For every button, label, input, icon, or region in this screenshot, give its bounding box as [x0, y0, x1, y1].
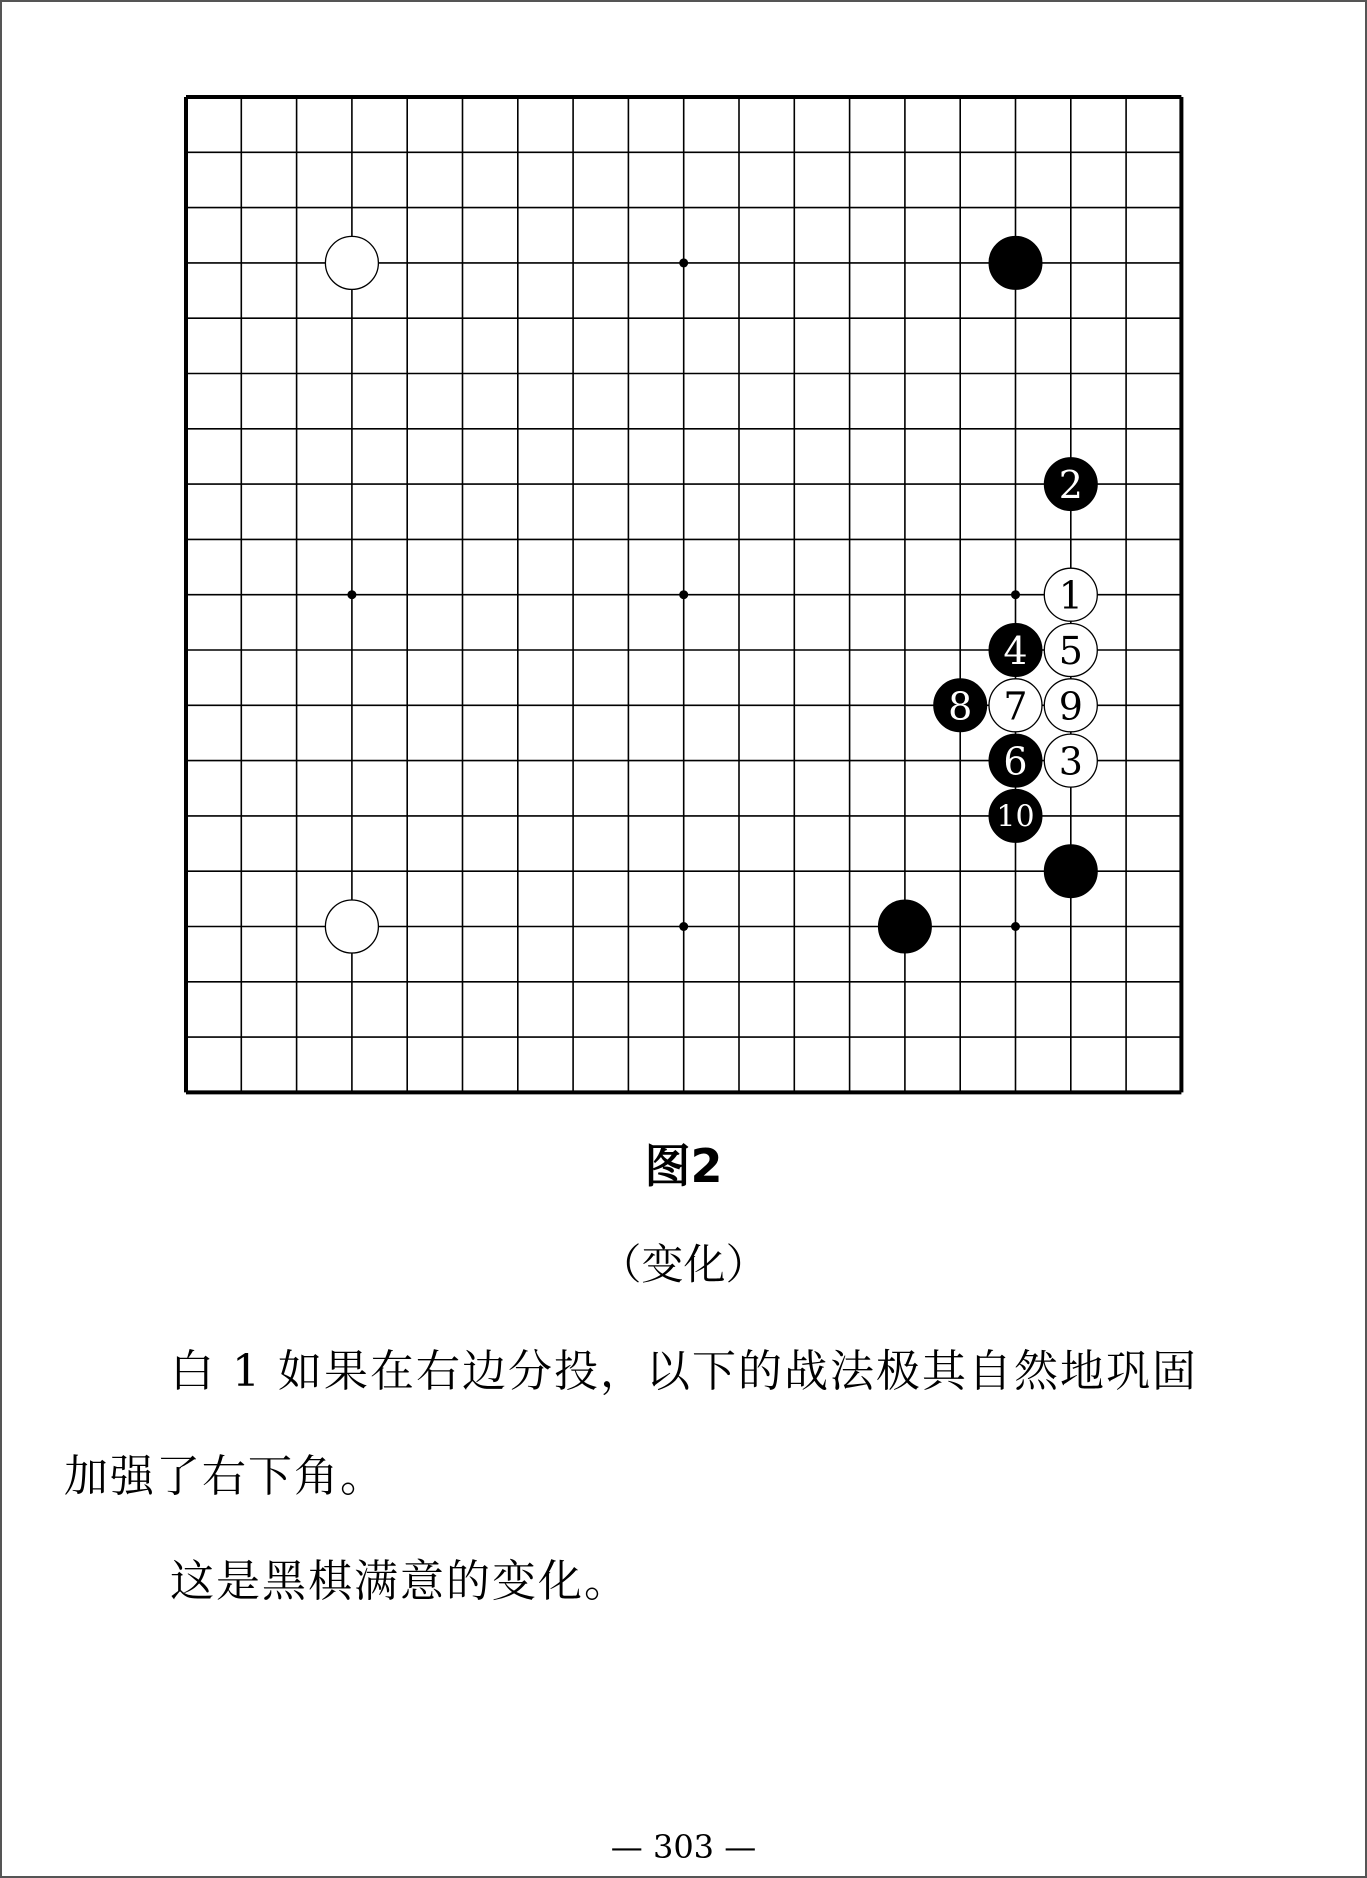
paragraph-1-line-1: 白 1 如果在右边分投，以下的战法极其自然地巩固 — [170, 1346, 1198, 1397]
stone-move-number: 1 — [1058, 573, 1083, 618]
black-stone-2 — [1044, 458, 1097, 511]
black-stone — [878, 900, 931, 953]
white-stone-7 — [989, 679, 1042, 732]
paragraph-2: 这是黑棋满意的变化。 — [170, 1556, 630, 1607]
stone-disc — [878, 900, 931, 953]
white-stone-9 — [1044, 679, 1097, 732]
stone-move-number: 2 — [1058, 463, 1083, 508]
page-number: — 303 — — [610, 1828, 757, 1866]
stone-disc — [989, 236, 1042, 289]
stone-disc — [1044, 845, 1097, 898]
black-stone-8 — [934, 679, 987, 732]
star-point — [347, 590, 356, 599]
star-point — [679, 590, 688, 599]
white-stone-5 — [1044, 624, 1097, 677]
stone-disc — [325, 900, 378, 953]
stone-move-number: 7 — [1003, 684, 1028, 729]
stone-move-number: 4 — [1003, 629, 1028, 673]
stone-move-number: 9 — [1058, 684, 1083, 729]
stone-disc — [325, 236, 378, 289]
star-point — [1011, 922, 1020, 931]
stone-move-number: 5 — [1058, 629, 1083, 673]
black-stone-6 — [989, 734, 1042, 787]
stone-move-number: 8 — [948, 684, 973, 729]
black-stone — [1044, 845, 1097, 898]
black-stone-4 — [989, 624, 1042, 677]
star-point — [679, 258, 688, 267]
stone-move-number: 3 — [1058, 739, 1083, 784]
white-stone-3 — [1044, 734, 1097, 787]
figure-title: 图2 — [644, 1139, 723, 1193]
white-stone — [325, 900, 378, 953]
white-stone-1 — [1044, 568, 1097, 621]
paragraph-1-line-2: 加强了右下角。 — [64, 1451, 386, 1502]
black-stone-10 — [989, 789, 1042, 842]
star-point — [1011, 590, 1020, 599]
stone-move-number: 10 — [996, 799, 1035, 835]
figure-subtitle: （变化） — [599, 1240, 768, 1289]
star-point — [679, 922, 688, 931]
black-stone — [989, 236, 1042, 289]
white-stone — [325, 236, 378, 289]
stone-move-number: 6 — [1003, 739, 1028, 784]
